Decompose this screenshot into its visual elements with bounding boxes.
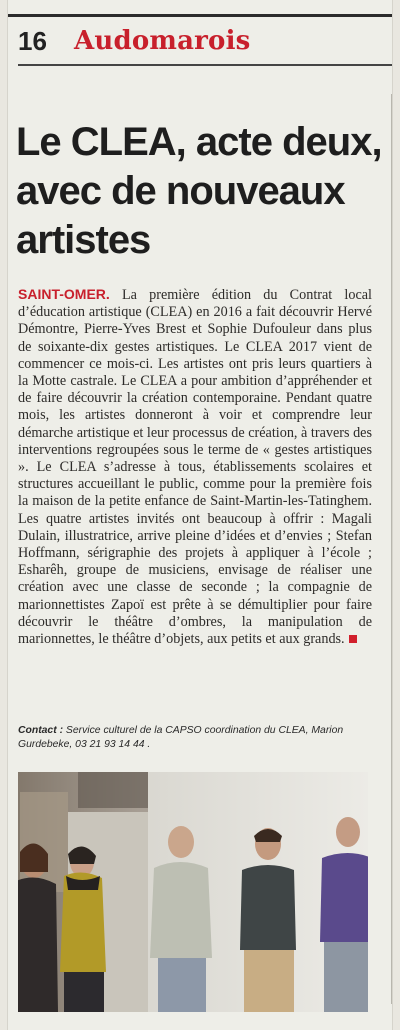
article-headline: Le CLEA, acte deux, avec de nouveaux artistes: [16, 120, 382, 262]
column-rule: [391, 94, 392, 1004]
page-number: 16: [18, 25, 47, 56]
dateline: SAINT-OMER.: [18, 286, 110, 302]
page-header: [18, 20, 392, 62]
contact-label: Contact :: [18, 725, 64, 736]
photo-artists-group: [18, 772, 368, 1012]
article-body: [18, 286, 372, 648]
top-rule: [8, 14, 392, 17]
section-title: Audomarois: [74, 26, 251, 56]
contact-text: Service culturel de la CAPSO coordination du CLEA, Marion Gurdebeke, 03 21 93 14 44 .: [18, 725, 344, 750]
article-text: La première édition du Contrat local d’éducation artistique (CLEA) en 2016 a fait découvrir Hervé Démontre, Pierre-Yves Brest et Sophie Dufouleur dans plus de soixante-dix gestes artistiques. Le CLEA 2017 vient de commencer ce mois-ci. Les artistes ont pris leurs quartiers à la Motte castrale. Le CLEA a pour ambition d’appréhender et de faire découvrir la création contemporaine. Pendant quatre mois, les artistes donneront à voir et comprendre leur démarche artistique et leur processus de création, à travers des interventions regroupées sous le terme de « gestes artistiques ». Le CLEA s’adresse à tous, établissements scolaires et structures accueillant le public, comme pour la première fois la maison de la petite enfance de Saint-Martin-les-Tatinghem. Les quatre artistes invités ont beaucoup à offrir : Magali Dulain, illustratrice, arrive pleine d’idées et d’envies ; Stefan Hoffmann, sérigraphie des projets à appliquer à l’école ; Esharêh, groupe de musiciens, envisage de réaliser une création avec une classe de seconde ; la compagnie de marionnettistes Zapoï est prête à se démultiplier pour faire découvrir le théâtre d’ombres, la manipulation de marionnettes, le théâtre d’objets, aux petits et aux grands.: [18, 287, 372, 648]
end-mark-icon: [349, 635, 357, 643]
article-photo: [18, 772, 368, 1012]
header-rule: [18, 64, 392, 66]
contact-line: [18, 724, 372, 752]
